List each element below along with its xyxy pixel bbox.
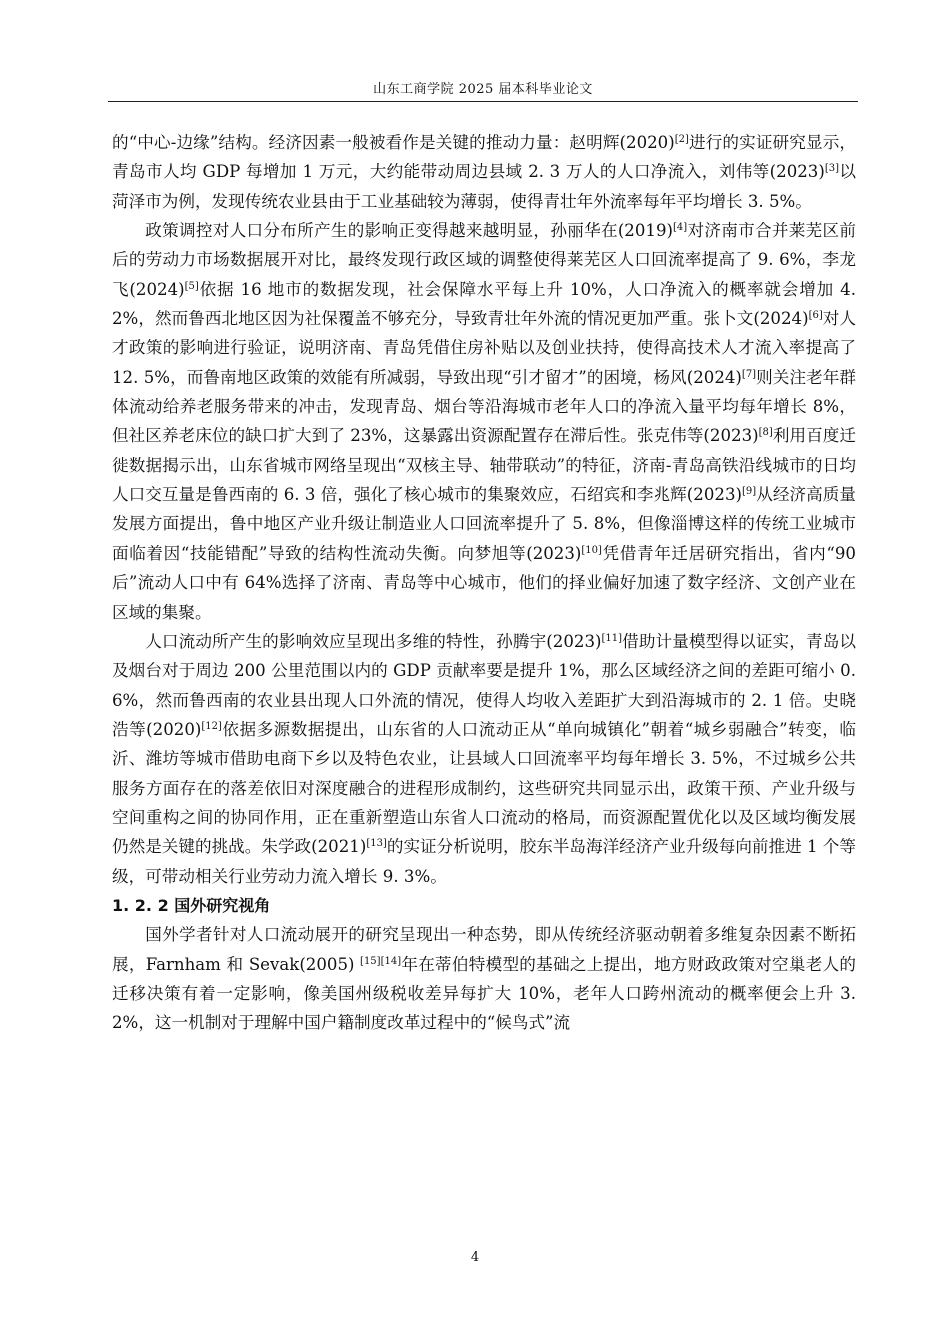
text-run: 以菏泽市为例，发现传统农业县由于工业基础较为薄弱，使得青壮年外流率每年平均增长 3. 5%。 [112,162,856,211]
body-paragraph [112,920,856,1037]
text-run: 政策调控对人口分布所产生的影响正变得越来越明显，孙丽华在(2019) [145,221,674,241]
text-run: 借助计量模型得以证实，青岛以及烟台对于周边 200 公里范围以内的 GDP 贡献率要是提升 1%，那么区域经济之间的差距可缩小 0. 6%，然而鲁西南的农业县出现人口外流的情况，使得人均收入差距扩大到沿海城市的 2. 1 倍。史晓浩等(2020) [112,631,856,739]
text-run: 凭借青年迁居研究指出，省内“90 后”流动人口中有 64%选择了济南、青岛等中心城市，他们的择业偏好加速了数字经济、文创产业在区域的集聚。 [112,543,856,622]
citation-ref: [4] [673,222,688,234]
citation-ref: [11] [601,632,623,644]
citation-ref: [5] [184,280,199,292]
text-run: 依据多源数据提出，山东省的人口流动正从“单向城镇化”朝着“城乡弱融合”转变，临沂、潍坊等城市借助电商下乡以及特色农业，让县域人口回流率平均每年增长 3. 5%，不过城乡公共服务方面存在的落差依旧对深度融合的进程形成制约，这些研究共同显示出，政策干预、产业升级与空间重构之间的协同作用，正在重新塑造山东省人口流动的格局，而资源配置优化以及区域均衡发展仍然是关键的挑战。朱学政(2021) [112,719,856,857]
text-run: 则关注老年群体流动给养老服务带来的冲击，发现青岛、烟台等沿海城市老年人口的净流入量平均每年增长 8%，但社区养老床位的缺口扩大到了 23%，这暴露出资源配置存在滞后性。张克伟等(2023) [112,367,857,446]
text-run: 的“中心-边缘”结构。经济因素一般被看作是关键的推动力量：赵明辉(2020) [112,133,675,152]
citation-ref: [2] [674,134,689,145]
text-run: 国外学者针对人口流动展开的研究呈现出一种态势，即从传统经济驱动朝着多维复杂因素不断拓展，Farnham 和 Sevak(2005) [112,925,856,974]
text-run: 的实证分析说明，胶东半岛海洋经济产业升级每向前推进 1 个等级，可带动相关行业劳动力流入增长 9. 3%。 [112,837,856,886]
text-run: 人口流动所产生的影响效应呈现出多维的特性，孙腾宇(2023) [145,631,602,651]
running-header: 山东工商学院 2025 届本科毕业论文 [373,82,593,97]
section-heading [112,891,856,920]
body-paragraph [112,128,856,216]
text-run: 对济南市合并莱芜区前后的劳动力市场数据展开对比，最终发现行政区域的调整使得莱芜区人口回流率提高了 9. 6%，李龙飞(2024) [112,221,856,299]
text-run: 1. 2. 2 国外研究视角 [112,895,271,915]
body-paragraph [112,216,856,627]
text-run: 年在蒂伯特模型的基础之上提出，地方财政政策对空巢老人的迁移决策有着一定影响，像美国州级税收差异每扩大 10%，老年人口跨州流动的概率便会上升 3. 2%，这一机制对于理解中国户籍制度改革过程中的“候鸟式”流 [112,954,857,1033]
text-run: 依据 16 地市的数据发现，社会保障水平每上升 10%，人口净流入的概率就会增加 4. 2%，然而鲁西北地区因为社保覆盖不够充分，导致青壮年外流的情况更加严重。张卜文(2024) [112,279,856,329]
text-run: 对人才政策的影响进行验证，说明济南、青岛凭借住房补贴以及创业扶持，使得高技术人才流入率提高了 12. 5%，而鲁南地区政策的效能有所减弱，导致出现“引才留才”的困境，杨风(2024) [112,309,857,387]
citation-ref: [6] [808,310,823,322]
citation-ref: [10] [581,544,602,556]
citation-ref: [3] [824,163,840,175]
body-paragraph [112,627,856,891]
citation-ref: [7] [741,368,757,380]
citation-ref: [14] [380,955,402,967]
body-text [112,128,856,1038]
header-divider [108,101,858,102]
citation-ref: [9] [742,486,757,498]
page-number: 4 [470,1250,480,1265]
text-run: 进行的实证研究显示，青岛市人均 GDP 每增加 1 万元，大约能带动周边县域 2. 3 万人的人口净流入，刘伟等(2023) [112,133,856,182]
citation-ref: [8] [758,427,773,439]
citation-ref: [15] [360,955,381,967]
text-run: 从经济高质量发展方面提出，鲁中地区产业升级让制造业人口回流率提升了 5. 8%，但像淄博这样的传统工业城市面临着因“技能错配”导致的结构性流动失衡。向梦旭等(2023) [112,485,857,563]
text-run: 利用百度迁徙数据揭示出，山东省城市网络呈现出“双核主导、轴带联动”的特征，济南-青岛高铁沿线城市的日均人口交互量是鲁西南的 6. 3 倍，强化了核心城市的集聚效应，石绍宾和李兆辉(2023) [112,426,856,505]
citation-ref: [12] [201,720,222,732]
citation-ref: [13] [366,838,387,850]
